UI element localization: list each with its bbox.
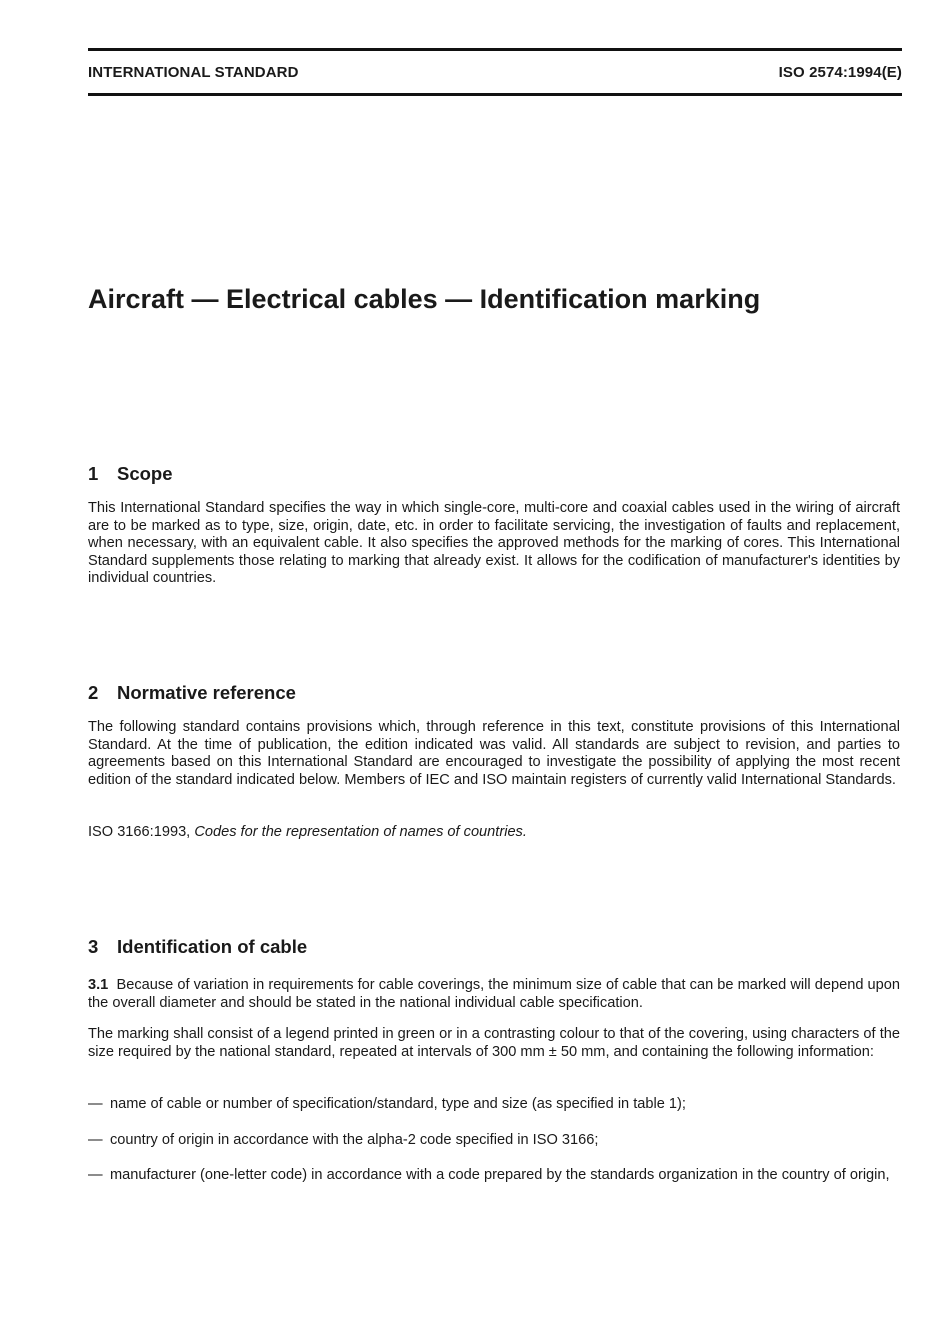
- list-item: [88, 1167, 900, 1185]
- marking-paragraph: The marking shall consist of a legend printed in green or in a contrasting colour to that of the covering, using characters of the size required by the national standard, repeated at intervals of 300 mm ± 50 mm, and containing the following information:: [88, 1026, 900, 1060]
- list-item: [88, 1096, 900, 1114]
- section-title: Identification of cable: [117, 936, 308, 957]
- reference-title: Codes for the representation of names of countries.: [194, 824, 527, 840]
- list-item-text: manufacturer (one-letter code) in accordance with a code prepared by the standards organization in the country of origin,: [110, 1167, 890, 1183]
- dash-bullet: —: [88, 1096, 103, 1112]
- header-bottom-rule: [88, 93, 902, 96]
- clause-3-1-paragraph: [88, 977, 900, 1012]
- section-number: 3: [88, 936, 99, 957]
- section-heading-scope: [88, 463, 173, 485]
- section-title: Normative reference: [117, 682, 296, 703]
- normative-reference-paragraph: The following standard contains provisions which, through reference in this text, constitute provisions of this International Standard. At the time of publication, the edition indicated was valid. All standards are subject to revision, and parties to agreements based on this International Standard are encouraged to investigate the possibility of applying the most recent edition of the standard indicated below. Members of IEC and ISO maintain registers of currently valid International Standards.: [88, 719, 900, 788]
- header-top-rule: [88, 48, 902, 51]
- section-heading-identification: [88, 936, 307, 958]
- dash-bullet: —: [88, 1167, 103, 1183]
- header-standard-type: INTERNATIONAL STANDARD: [88, 64, 299, 81]
- dash-bullet: —: [88, 1132, 103, 1148]
- section-number: 1: [88, 463, 99, 484]
- section-number: 2: [88, 682, 99, 703]
- list-item-text: country of origin in accordance with the alpha-2 code specified in ISO 3166;: [110, 1132, 599, 1148]
- normative-reference-citation: [88, 824, 900, 842]
- section-heading-normative-reference: [88, 682, 296, 704]
- clause-text: Because of variation in requirements for cable coverings, the minimum size of cable that can be marked will depend upon the overall diameter and should be stated in the national individual cable specification.: [88, 977, 900, 1011]
- section-title: Scope: [117, 463, 173, 484]
- scope-paragraph: This International Standard specifies the way in which single-core, multi-core and coaxial cables used in the wiring of aircraft are to be marked as to type, size, origin, date, etc. in order to facilitate servicing, the investigation of faults and replacement, when necessary, with an equivalent cable. It also specifies the approved methods for the marking of cores. This International Standard supplements those relating to marking that already exist. It allows for the codification of manufacturer's identities by individual countries.: [88, 500, 900, 587]
- clause-number: 3.1: [88, 977, 109, 993]
- list-item-text: name of cable or number of specification/standard, type and size (as specified in table 1);: [110, 1096, 686, 1112]
- list-item: [88, 1132, 900, 1150]
- document-title: Aircraft — Electrical cables — Identification marking: [88, 284, 761, 314]
- header-document-number: ISO 2574:1994(E): [778, 64, 902, 81]
- reference-code: ISO 3166:1993,: [88, 824, 191, 840]
